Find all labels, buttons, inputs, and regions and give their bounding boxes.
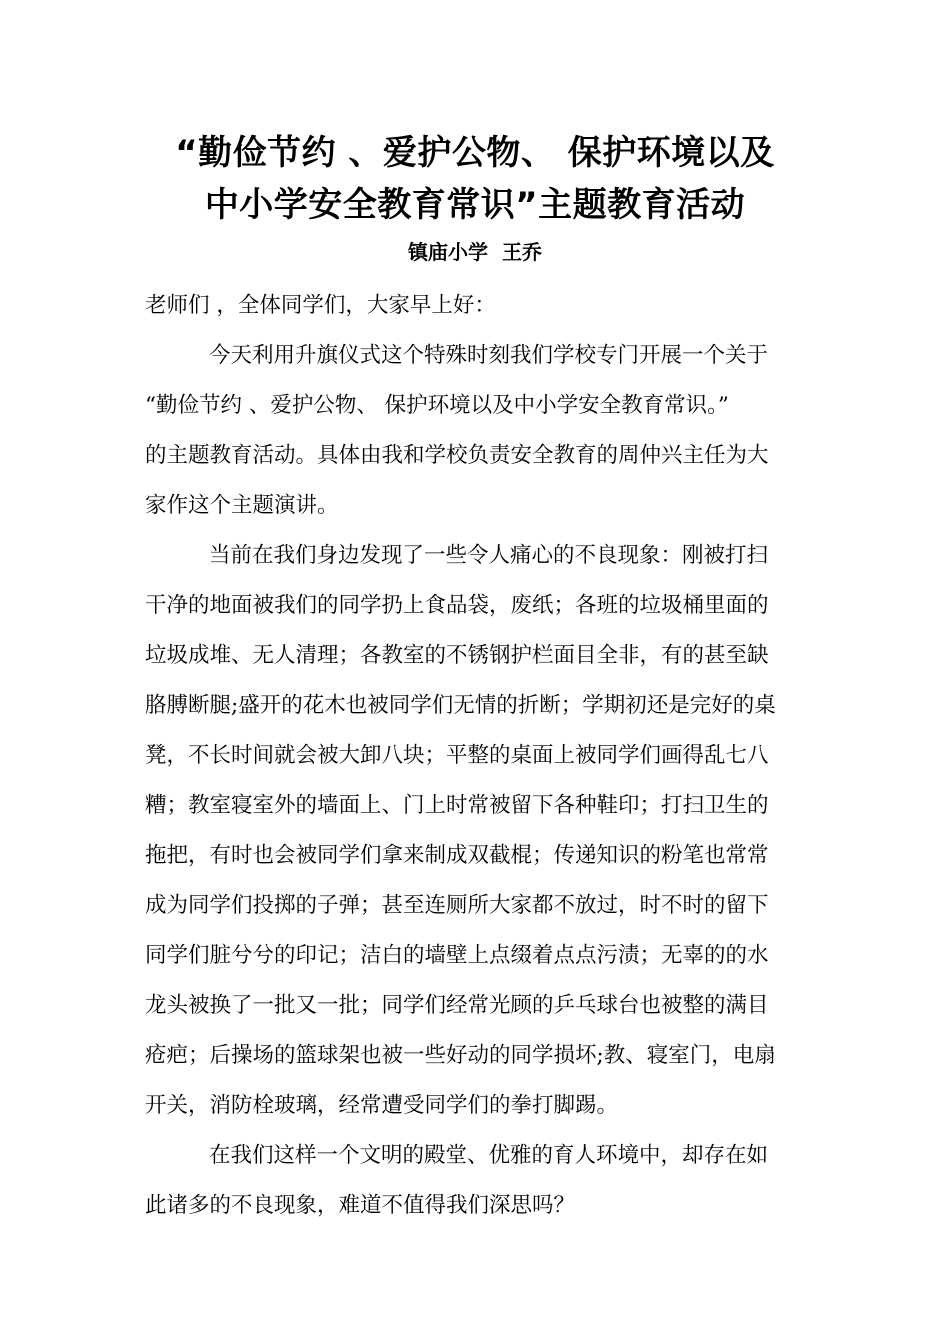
paragraph-1 xyxy=(145,331,815,531)
paragraph-line: 龙头被换了一批又一批；同学们经常光顾的乒乓球台也被整的满目 xyxy=(145,993,769,1018)
paragraph-line: 家作这个主题演讲。 xyxy=(145,493,339,518)
document-title-line-2: 中小学安全教育常识”主题教育活动 xyxy=(204,185,746,225)
document-author: 镇庙小学 王乔 xyxy=(408,240,542,264)
paragraph-line: “勤俭节约 、爱护公物、 保护环境以及中小学安全教育常识。” xyxy=(145,393,729,418)
paragraph-line: 干净的地面被我们的同学扔上食品袋，废纸；各班的垃圾桶里面的 xyxy=(145,593,769,618)
greeting-line: 老师们 ，全体同学们，大家早上好： xyxy=(145,293,496,318)
paragraph-line: 垃圾成堆、无人清理；各教室的不锈钢护栏面目全非，有的甚至缺 xyxy=(145,643,769,668)
paragraph-line: 的主题教育活动。具体由我和学校负责安全教育的周仲兴主任为大 xyxy=(145,443,769,468)
paragraph-line: 今天利用升旗仪式这个特殊时刻我们学校专门开展一个关于 xyxy=(209,343,769,368)
paragraph-line: 同学们脏兮兮的印记；洁白的墙壁上点缀着点点污渍；无辜的的水 xyxy=(145,943,769,968)
paragraph-line: 开关，消防栓玻璃，经常遭受同学们的拳打脚踢。 xyxy=(145,1093,619,1118)
paragraph-line: 疮疤；后操场的篮球架也被一些好动的同学损坏;教、寝室门，电扇 xyxy=(145,1043,776,1068)
paragraph-line: 拖把，有时也会被同学们拿来制成双截棍；传递知识的粉笔也常常 xyxy=(145,843,769,868)
paragraph-line: 糟；教室寝室外的墙面上、门上时常被留下各种鞋印；打扫卫生的 xyxy=(145,793,769,818)
paragraph-line: 在我们这样一个文明的殿堂、优雅的育人环境中，却存在如 xyxy=(209,1143,769,1168)
paragraph-3 xyxy=(145,1131,815,1231)
paragraph-2 xyxy=(145,531,815,1131)
paragraph-line: 凳，不长时间就会被大卸八块；平整的桌面上被同学们画得乱七八 xyxy=(145,743,769,768)
paragraph-line: 此诸多的不良现象，难道不值得我们深思吗？ xyxy=(145,1193,576,1218)
paragraph-line: 成为同学们投掷的子弹；甚至连厕所大家都不放过，时不时的留下 xyxy=(145,893,769,918)
document-body xyxy=(145,281,815,1231)
paragraph-line: 当前在我们身边发现了一些令人痛心的不良现象：刚被打扫 xyxy=(209,543,769,568)
document-title-line-1: “勤俭节约 、爱护公物、 保护环境以及 xyxy=(175,133,775,173)
paragraph-line: 胳膊断腿;盛开的花木也被同学们无情的折断；学期初还是完好的桌 xyxy=(145,693,776,718)
